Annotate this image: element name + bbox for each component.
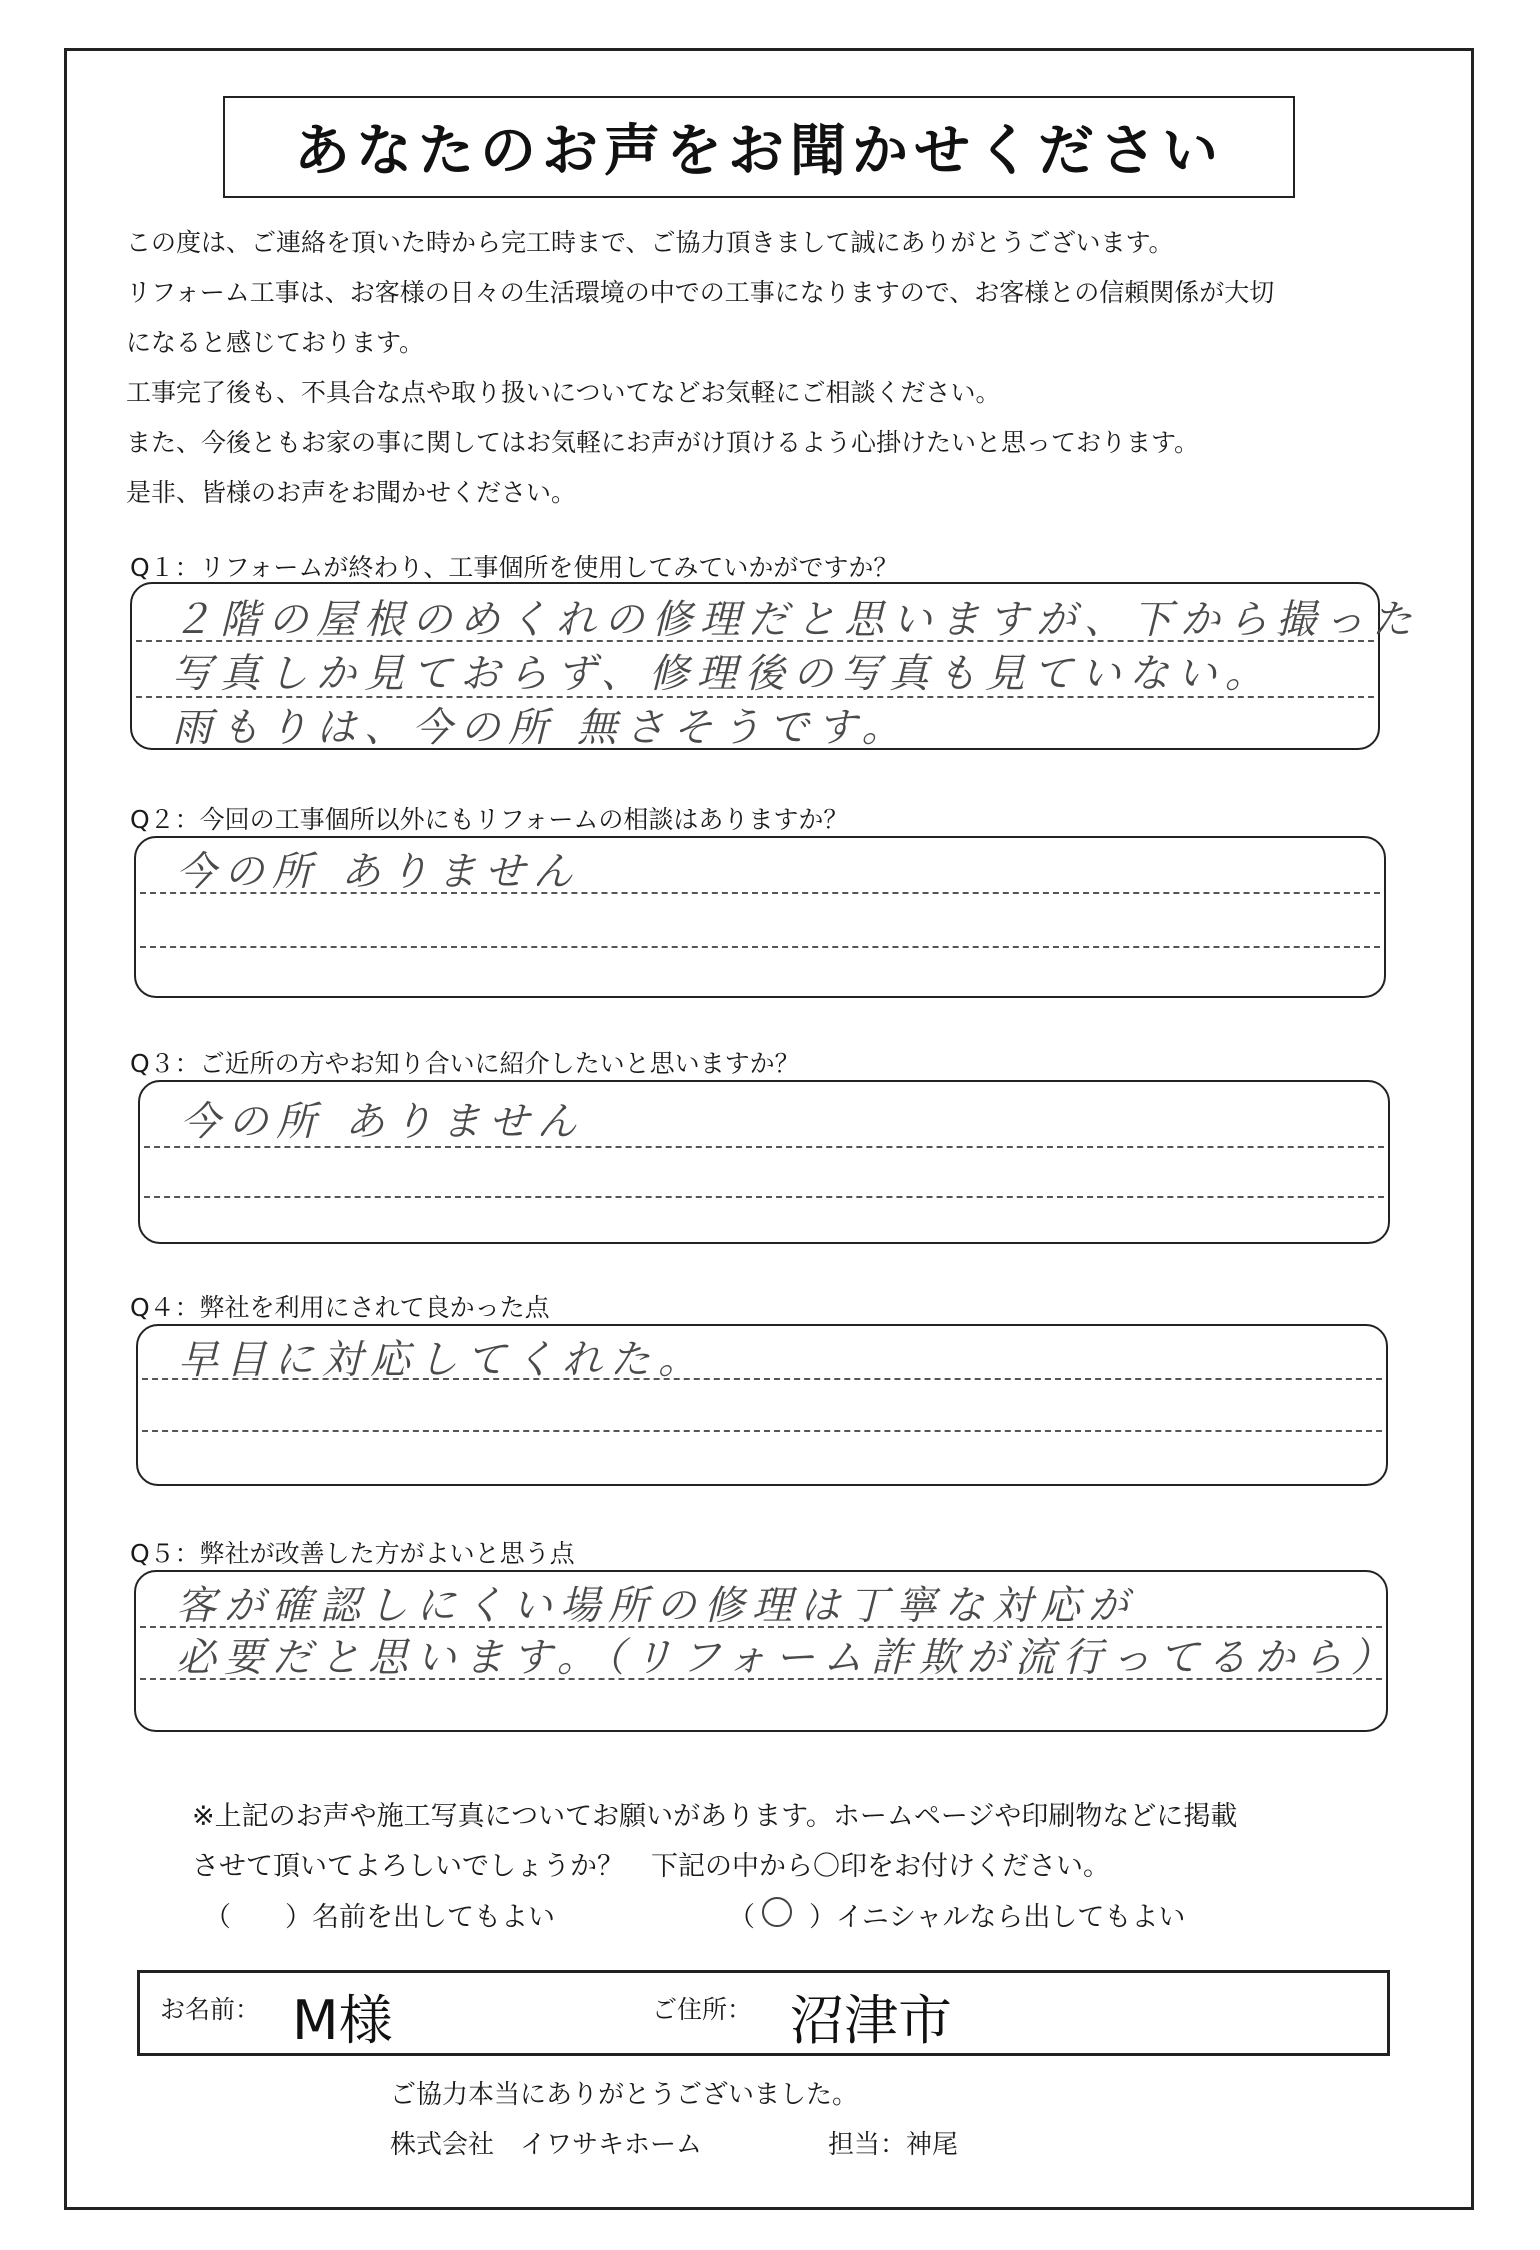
answer-1-text: ２階の屋根のめくれの修理だと思いますが、下から撮った <box>172 597 1420 643</box>
answer-1-text: 写真しか見ておらず、修理後の写真も見ていない。 <box>172 651 1273 697</box>
notice-line: ※上記のお声や施工写真についてお願いがあります。ホームページや印刷物などに掲載 <box>192 1801 1238 1832</box>
page-title: あなたのお声をお聞かせください <box>294 118 1224 184</box>
intro-line: 是非、皆様のお声をお聞かせください。 <box>126 478 577 507</box>
publication-notice <box>192 1792 1237 1892</box>
question-5-label: Q５：弊社が改善した方がよいと思う点 <box>130 1539 575 1568</box>
answer-1-text: 雨もりは、今の所 無さそうです。 <box>172 705 910 751</box>
intro-paragraph <box>126 218 1426 518</box>
staff-name: 担当：神尾 <box>828 2130 959 2160</box>
name-value: M様 <box>292 1989 393 2052</box>
answer-3-box <box>138 1080 1390 1244</box>
intro-line: になると感じております。 <box>126 328 425 357</box>
answer-3-text: 今の所 ありません <box>180 1099 585 1145</box>
answer-1-box <box>130 582 1420 751</box>
question-4-label: Q４：弊社を利用にされて良かった点 <box>130 1293 550 1322</box>
answer-5-text: 必要だと思います。（リフォーム詐欺が流行ってるから） <box>176 1635 1399 1681</box>
answer-5-text: 客が確認しにくい場所の修理は丁寧な対応が <box>176 1583 1136 1629</box>
answer-line <box>144 1196 1384 1198</box>
notice-line: させて頂いてよろしいでしょうか？ 下記の中から〇印をお付けください。 <box>192 1851 1110 1882</box>
intro-line: 工事完了後も、不具合な点や取り扱いについてなどお気軽にご相談ください。 <box>126 378 1001 407</box>
intro-line: この度は、ご連絡を頂いた時から完工時まで、ご協力頂きまして誠にありがとうございます。 <box>126 228 1174 257</box>
title-box <box>223 96 1295 198</box>
answer-4-text: 早目に対応してくれた。 <box>178 1337 706 1383</box>
answer-line <box>142 1430 1382 1432</box>
selected-circle-mark <box>762 1897 792 1927</box>
thanks-text: ご協力本当にありがとうございました。 <box>390 2080 859 2110</box>
question-2-label: Q２：今回の工事個所以外にもリフォームの相談はありますか？ <box>130 805 849 834</box>
answer-4-box <box>136 1324 1388 1486</box>
intro-line: また、今後ともお家の事に関してはお気軽にお声がけ頂けるよう心掛けたいと思っております。 <box>126 428 1200 457</box>
option-initial-ok[interactable]: （ ）イニシャルなら出してもよい <box>728 1902 1186 1933</box>
name-label: お名前： <box>160 1995 261 2024</box>
answer-2-text: 今の所 ありません <box>176 849 581 895</box>
intro-line: リフォーム工事は、お客様の日々の生活環境の中での工事になりますので、お客様との信頼関係が大切 <box>126 278 1275 307</box>
answer-2-box <box>134 836 1386 998</box>
option-name-ok[interactable]: （ ）名前を出してもよい <box>204 1902 555 1933</box>
address-value: 沼津市 <box>790 1989 952 2052</box>
company-name: 株式会社 イワサキホーム <box>390 2130 703 2160</box>
address-label: ご住所： <box>652 1995 753 2024</box>
answer-line <box>140 946 1380 948</box>
question-1-label: Q１：リフォームが終わり、工事個所を使用してみていかがですか？ <box>130 553 899 582</box>
question-3-label: Q３：ご近所の方やお知り合いに紹介したいと思いますか？ <box>130 1049 800 1078</box>
answer-5-box <box>134 1570 1399 1732</box>
